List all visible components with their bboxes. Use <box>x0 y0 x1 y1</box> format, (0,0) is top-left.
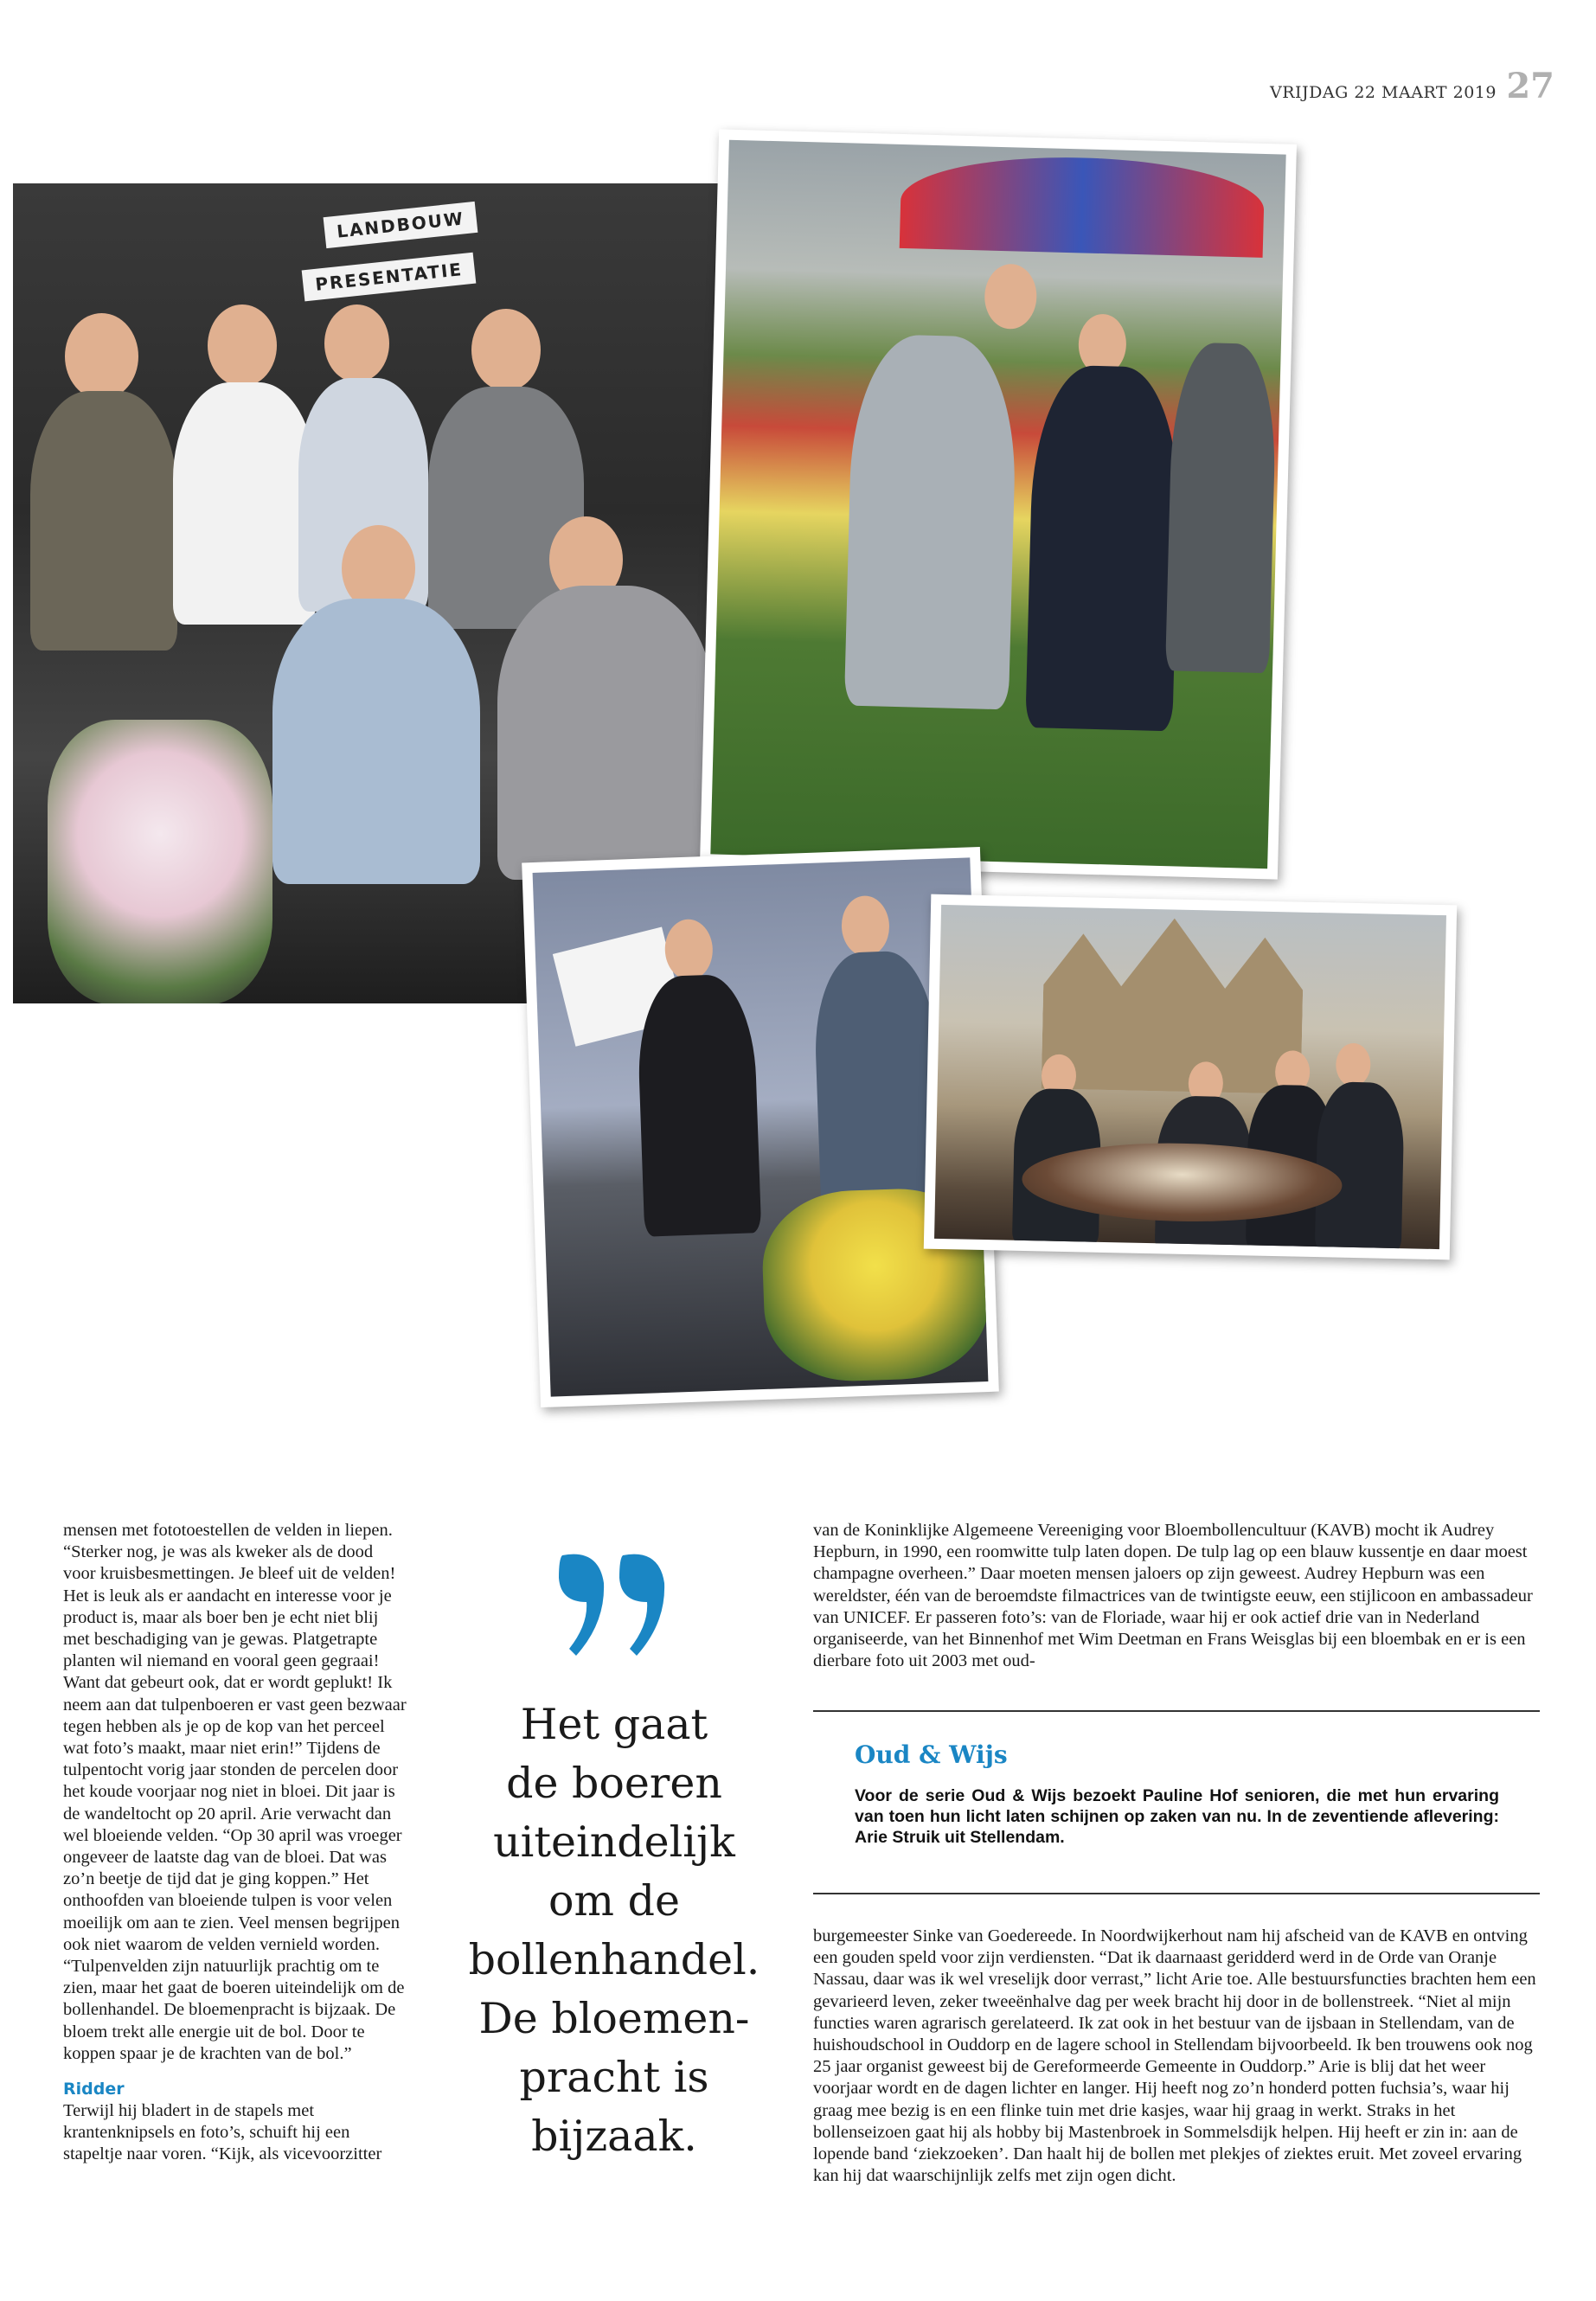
header-date: VRIJDAG 22 MAART 2019 <box>1270 83 1497 102</box>
article-right-column-top <box>813 1520 1540 1672</box>
subhead-ridder: Ridder <box>63 2080 125 2099</box>
quote-mark-icon <box>554 1548 675 1661</box>
person-body <box>1315 1081 1405 1249</box>
info-box-text: Voor de serie Oud & Wijs bezoekt Pauline Hof senioren, die met hun ervaring van toen hun licht laten schijnen op zaken van nu. In de zeventiende aflevering: Arie Struik uit Stellendam. <box>855 1786 1499 1847</box>
pull-quote-line: pracht is <box>519 2053 709 2102</box>
person-head <box>208 304 277 387</box>
pull-quote-line: Het gaat <box>520 1700 708 1749</box>
photo-sign-landbouw: LANDBOUW <box>324 202 478 248</box>
article-paragraph: burgemeester Sinke van Goedereede. In Noordwijkerhout nam hij afscheid van de KAVB en ontving een gouden speld voor zijn verdiensten. “Dat ik daarnaast geridderd werd in de Orde van Oranje Nassau, daar was ik wel vreselijk door verrast,” licht Arie toe. Alle bestuursfuncties brachten hem een gevarieerd leven, zeker tweeënhalve dag per week bracht hij door in de bollenstreek. “Niet al mijn functies waren agrarisch gerelateerd. Ik zat ook in het bestuur van de ijsbaan in Stellendam, van de huishoudschool in Ouddorp en de lagere school in Stellendam bijvoorbeeld. Ik ben trouwens ook nog 25 jaar organist geweest bij de Gereformeerde Gemeente in Ouddorp.” Arie is blij dat het weer voorjaar wordt en de dagen lichter en langer. Hij heeft nog zo’n honderd potten fuchsia’s, waar hij graag mee bezig is en een flinke tuin met drie kasjes, waar hij graag in werkt. Straks in het bollenseizoen gaat hij als hobby bij Mastenbroek in Sommelsdijk helpen. Hij heeft er zin in: aan de lopende band ‘ziekzoeken’. Dan haalt hij de bollen met plekjes of ziektes eruit. Met zoveel ervaring kan hij dat waarschijnlijk zelfs met zijn ogen dicht. <box>813 1926 1536 2186</box>
article-paragraph: mensen met fototoestellen de velden in liepen. “Sterker nog, je was als kweker als de dood voor kruisbesmettingen. Je bleef uit de velden! Het is leuk als er aandacht en interesse voor je product is, maar als boer ben je echt niet blij met beschadiging van je gewas. Platgetrapte planten wil niemand en vooral geen gegraai! Want dat gebeurt ook, dat er wordt geplukt! Ik neem aan dat tulpenboeren er vast geen bezwaar tegen hebben als je op de kop van het perceel wat foto’s maakt, maar niet erin!” Tijdens de tulpentocht vorig jaar stonden de percelen door het koude voorjaar nog niet in bloei. Dit jaar is de wandeltocht op 20 april. Arie verwacht dan wel bloeiende velden. “Op 30 april was vroeger ongeveer de laatste dag van de bloei. Dat was zo’n beetje de tijd dat je ging koppen.” Het onthoofden van bloeiende tulpen is voor velen moeilijk om aan te zien. Veel mensen begrijpen ook niet waarom de velden vernield worden. “Tulpenvelden zijn natuurlijk prachtig om te zien, maar het gaat de boeren uiteindelijk om de bollenhandel. De bloemenpracht is bijzaak. De bloem trekt alle energie uit de bol. Door te koppen spaar je de krachten van de bol.” <box>63 1521 407 2063</box>
pull-quote-line: de boeren <box>506 1759 722 1808</box>
info-box-top-rule <box>813 1710 1540 1712</box>
person-body <box>812 950 942 1214</box>
photo-binnenhof <box>924 894 1457 1260</box>
pull-quote <box>437 1695 792 2166</box>
person-body <box>844 334 1018 710</box>
person-body <box>272 599 480 884</box>
flower-arrangement <box>48 720 272 1003</box>
pull-quote-line: De bloemen- <box>478 1994 750 2043</box>
person-head <box>984 264 1037 330</box>
info-box-bottom-rule <box>813 1893 1540 1894</box>
person-head <box>471 309 541 391</box>
photo-sign-presentatie: PRESENTATIE <box>302 253 477 302</box>
person-body <box>497 586 714 880</box>
info-box-title: Oud & Wijs <box>855 1740 1008 1769</box>
person-body <box>173 382 316 625</box>
person-head <box>841 895 890 958</box>
person-head <box>324 304 389 382</box>
building-ridderzaal <box>1042 915 1304 1093</box>
person-body <box>1165 342 1278 673</box>
pull-quote-line: bollenhandel. <box>468 1935 760 1984</box>
article-paragraph: van de Koninklijke Algemeene Vereeniging voor Bloembollencultuur (KAVB) mocht ik Audrey Hepburn, in 1990, een roomwitte tulp laten dopen. De tulp lag op een blauw kussentje en daar moest champagne overheen.” Daar moeten mensen jaloers op zijn geweest. Audrey Hepburn was een wereldster, één van de beroemdste filmactrices van de twintigste eeuw, een stijlicoon en ambassadeur van UNICEF. Er passeren foto’s: van de Floriade, waar hij er ook actief drie van in Nederland organiseerde, van het Binnenhof met Wim Deetman en Frans Weisglas bij een bloembak en er is een dierbare foto uit 2003 met oud- <box>813 1521 1533 1671</box>
article-right-column-bottom <box>813 1926 1540 2187</box>
pull-quote-line: bijzaak. <box>531 2112 697 2161</box>
person-body <box>30 391 177 651</box>
photo-tulip-garden <box>700 129 1297 879</box>
article-left-column <box>63 1520 409 2166</box>
person-head <box>1336 1043 1371 1087</box>
article-paragraph: Terwijl hij bladert in de stapels met krantenknipsels en foto’s, schuift hij een stapeltje naar voren. “Kijk, als vicevoorzitter <box>63 2101 382 2164</box>
umbrella <box>900 153 1266 258</box>
pull-quote-line: om de <box>548 1876 680 1926</box>
person-head <box>65 313 138 400</box>
page-number: 27 <box>1506 66 1554 106</box>
person-body <box>1025 364 1182 731</box>
person-body <box>636 973 761 1237</box>
pull-quote-line: uiteindelijk <box>493 1817 735 1867</box>
